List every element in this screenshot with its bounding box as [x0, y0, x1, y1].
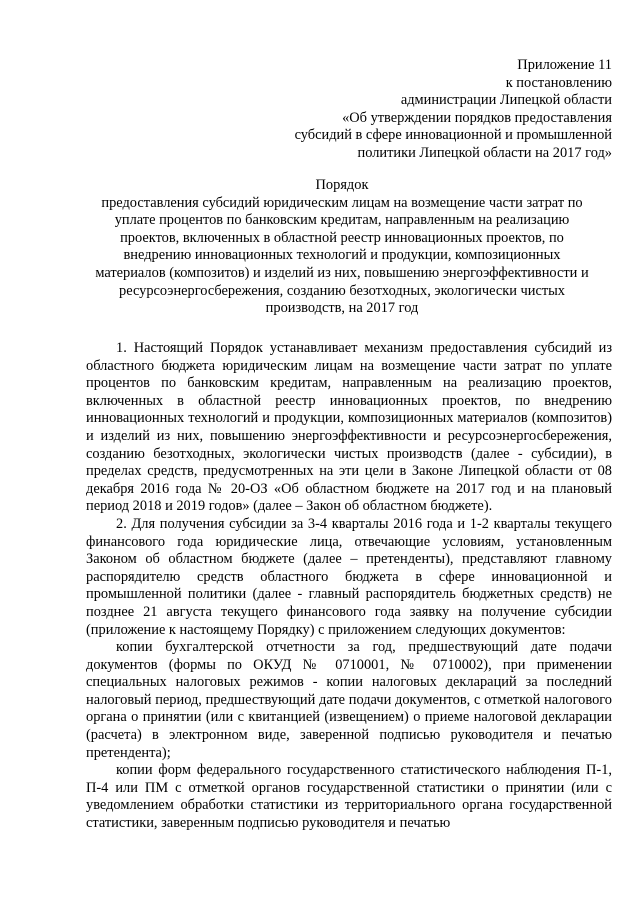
title-line: внедрению инновационных технологий и продукции, композиционных	[123, 247, 561, 264]
title-line: ресурсоэнергосбережения, созданию безотходных, экологически чистых	[119, 282, 565, 299]
paragraph-3: копии бухгалтерской отчетности за год, предшествующий дате подачи документов (формы по ОКУД № 0710001, № 0710002), при применении специальных налоговых режимов - копии налоговых деклараций за последний налоговый период, предшествующий дате подачи документов, с отметкой налогового органа о принятии (или с квитанцией (извещением) о приеме налоговой декларации (расчета) в электронном виде, заверенной подписью руководителя и печатью претендента);	[86, 639, 612, 761]
appendix-header	[295, 57, 612, 163]
appendix-line: администрации Липецкой области	[400, 92, 612, 109]
paragraph-1: 1. Настоящий Порядок устанавливает механизм предоставления субсидий из областного бюджета юридическим лицам на возмещение части затрат по уплате процентов по банковским кредитам, направленным на реализацию проектов, включенных в областной реестр инновационных проектов, по внедрению инновационных технологий и продукции, композиционных материалов (композитов) и изделий из них, повышению энергоэффективности и ресурсоэнергосбережения, созданию безотходных, экологически чистых производств (далее - субсидии), в пределах средств, предусмотренных на эти цели в Законе Липецкой области от 08 декабря 2016 года № 20-ОЗ «Об областном бюджете на 2017 год и на плановый период 2018 и 2019 годов» (далее – Закон об областном бюджете).	[86, 340, 612, 515]
appendix-line: Приложение 11	[517, 57, 612, 73]
document-title	[86, 177, 598, 318]
title-line: проектов, включенных в областной реестр инновационных проектов, по	[120, 229, 564, 246]
paragraph-4: копии форм федерального государственного статистического наблюдения П-1, П-4 или ПМ с отметкой органов государственной статистики о принятии (или с уведомлением обработки статистики из территориального органа государственной статистики, заверенным подписью руководителя и печатью	[86, 762, 612, 832]
title-line: уплате процентов по банковским кредитам, направленным на реализацию	[114, 212, 570, 229]
paragraph-2: 2. Для получения субсидии за 3-4 кварталы 2016 года и 1-2 кварталы текущего финансового года юридические лица, отвечающие условиям, установленным Законом об областном бюджете (далее – претенденты), представляют главному распорядителю средств областного бюджета в сфере инновационной и промышленной политики (далее - главный распорядитель бюджетных средств) не позднее 21 августа текущего финансового года заявку на получение субсидии (приложение к настоящему Порядку) с приложением следующих документов:	[86, 515, 612, 638]
title-heading: Порядок	[315, 177, 369, 193]
title-line: материалов (композитов) и изделий из них, повышению энергоэффективности и	[95, 264, 589, 281]
document-body	[86, 340, 612, 833]
appendix-line: «Об утверждении порядков предоставления	[342, 109, 612, 126]
title-line: предоставления субсидий юридическим лицам на возмещение части затрат по	[101, 194, 583, 211]
title-line: производств, на 2017 год	[265, 300, 419, 317]
appendix-line: к постановлению	[505, 74, 612, 91]
appendix-line: субсидий в сфере инновационной и промышленной	[294, 127, 612, 144]
appendix-line: политики Липецкой области на 2017 год»	[357, 144, 612, 161]
